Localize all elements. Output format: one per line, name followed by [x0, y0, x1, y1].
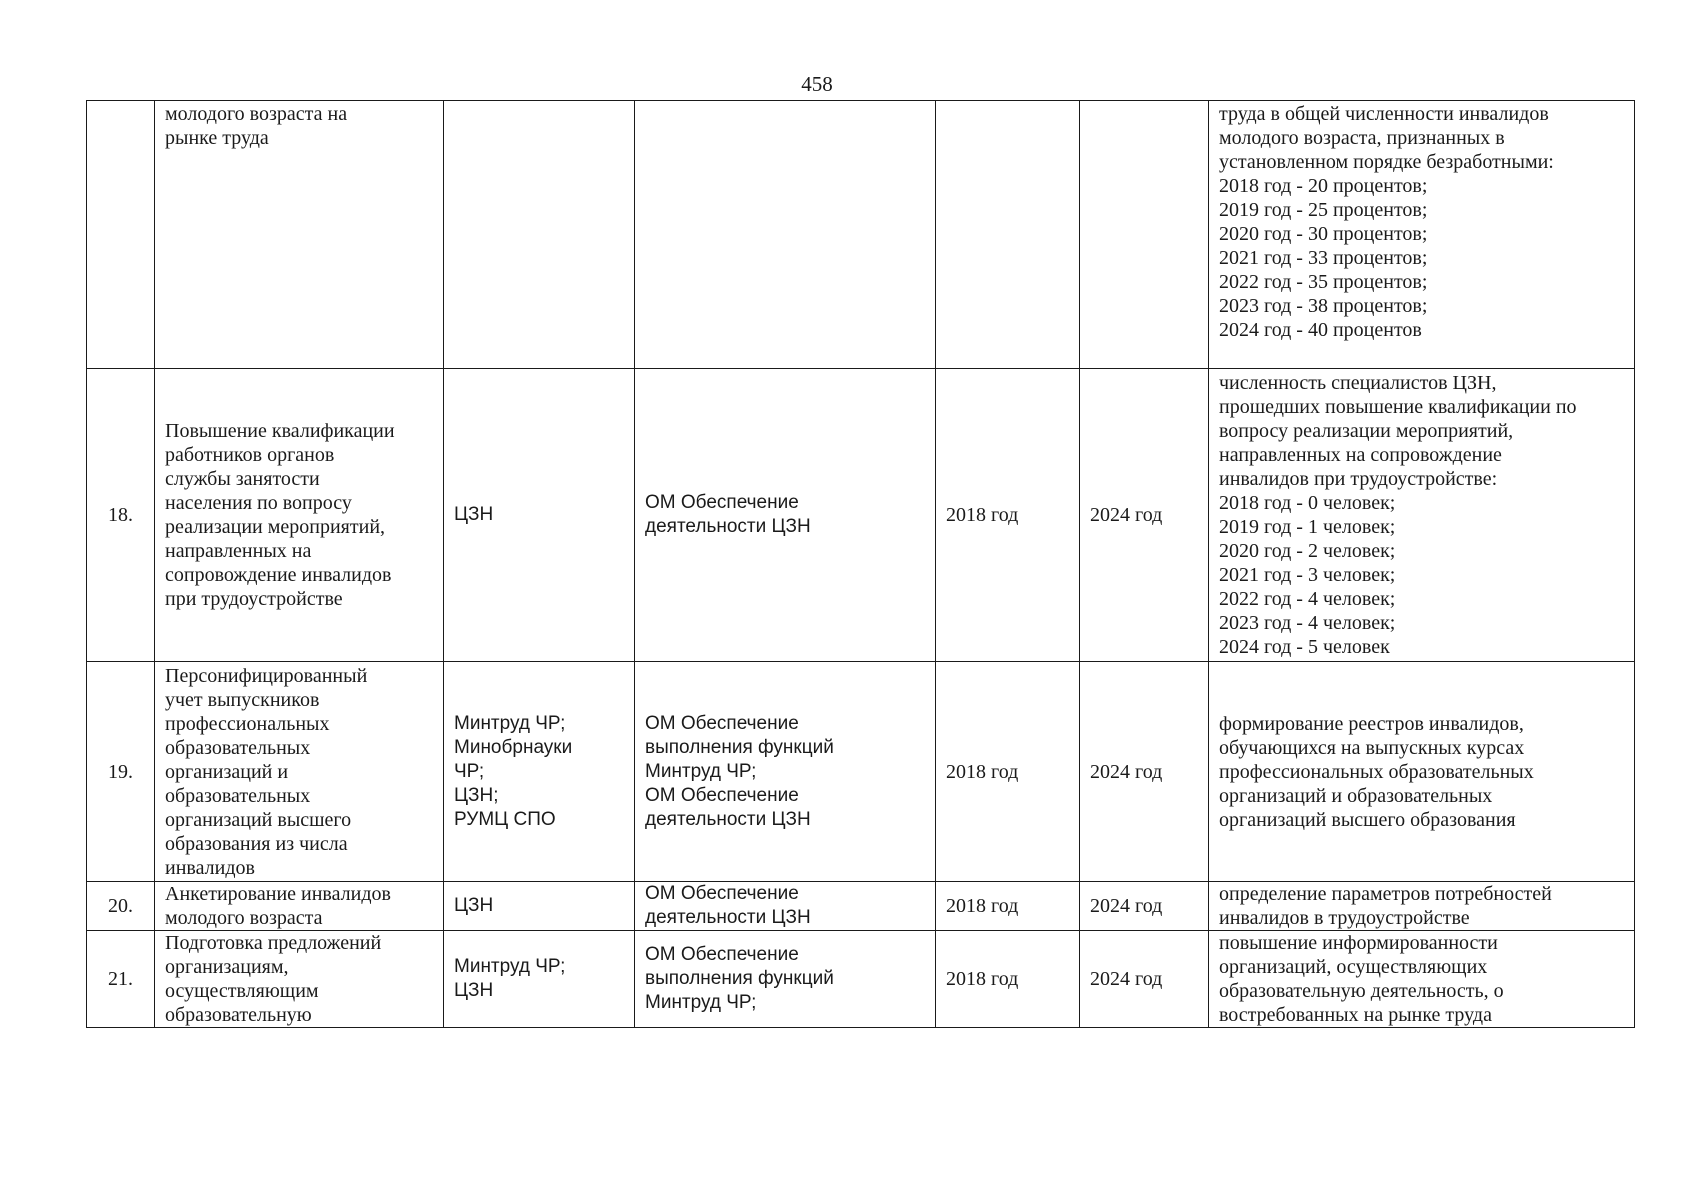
cell-line: профессиональных образовательных: [1219, 760, 1534, 783]
activity-cell: [155, 369, 444, 662]
end-year-cell: [1080, 662, 1209, 882]
cell-line: 2022 год - 35 процентов;: [1219, 271, 1428, 293]
row-number: [87, 662, 155, 882]
activity-cell: [155, 931, 444, 1028]
cell-line: Минтруд ЧР;: [454, 712, 566, 734]
cell-line: профессиональных: [165, 712, 330, 735]
cell-text: 19.: [108, 760, 133, 783]
cell-text: 2018 год: [946, 895, 1019, 917]
cell-line: организаций и образовательных: [1219, 784, 1493, 807]
cell-line: 2018 год - 0 человек;: [1219, 492, 1396, 514]
row-number: [87, 101, 155, 369]
table-row: [87, 882, 1635, 931]
cell-line: РУМЦ СПО: [454, 808, 556, 830]
cell-line: осуществляющим: [165, 980, 319, 1002]
activity-cell: [155, 882, 444, 931]
start-year-cell: [936, 662, 1080, 882]
cell-line: деятельности ЦЗН: [645, 808, 811, 830]
cell-text: 2024 год: [1090, 760, 1163, 783]
result-cell: [1209, 101, 1635, 369]
cell-line: Минобрнауки: [454, 736, 573, 758]
cell-text: 2018 год: [946, 968, 1019, 990]
cell-line: 2023 год - 4 человек;: [1219, 612, 1396, 634]
cell-line: 2022 год - 4 человек;: [1219, 588, 1396, 610]
cell-text: 21.: [108, 968, 133, 990]
cell-line: ОМ Обеспечение: [645, 944, 799, 965]
cell-line: выполнения функций: [645, 736, 834, 758]
funding-source-cell: [635, 101, 936, 369]
row-number: [87, 882, 155, 931]
cell-line: молодого возраста: [165, 907, 323, 929]
cell-line: реализации мероприятий,: [165, 516, 386, 538]
end-year-cell: [1080, 101, 1209, 369]
cell-line: 2023 год - 38 процентов;: [1219, 295, 1428, 317]
cell-line: образовательных: [165, 784, 311, 807]
cell-line: ОМ Обеспечение: [645, 784, 799, 806]
cell-line: при трудоустройстве: [165, 588, 343, 610]
cell-line: ЦЗН;: [454, 784, 499, 806]
cell-line: формирование реестров инвалидов,: [1219, 712, 1524, 735]
cell-line: 2024 год - 5 человек: [1219, 636, 1390, 658]
cell-line: деятельности ЦЗН: [645, 516, 811, 537]
result-cell: [1209, 369, 1635, 662]
start-year-cell: [936, 369, 1080, 662]
cell-line: инвалидов: [165, 856, 255, 879]
cell-text: 2024 год: [1090, 895, 1163, 917]
cell-line: молодого возраста, признанных в: [1219, 127, 1505, 149]
start-year-cell: [936, 931, 1080, 1028]
cell-line: численность специалистов ЦЗН,: [1219, 372, 1497, 394]
cell-line: Повышение квалификации: [165, 420, 395, 442]
cell-line: прошедших повышение квалификации по: [1219, 396, 1577, 418]
cell-line: 2021 год - 3 человек;: [1219, 564, 1396, 586]
cell-line: образования из числа: [165, 832, 348, 855]
end-year-cell: [1080, 931, 1209, 1028]
cell-line: деятельности ЦЗН: [645, 907, 811, 928]
end-year-cell: [1080, 369, 1209, 662]
cell-line: Подготовка предложений: [165, 932, 382, 954]
cell-line: 2020 год - 2 человек;: [1219, 540, 1396, 562]
cell-line: ОМ Обеспечение: [645, 712, 799, 734]
cell-text: 2024 год: [1090, 968, 1163, 990]
cell-line: вопросу реализации мероприятий,: [1219, 420, 1514, 442]
end-year-cell: [1080, 882, 1209, 931]
cell-line: определение параметров потребностей: [1219, 883, 1552, 905]
cell-line: учет выпускников: [165, 688, 320, 711]
funding-source-cell: [635, 662, 936, 882]
start-year-cell: [936, 882, 1080, 931]
executor-cell: [444, 369, 635, 662]
cell-text: 20.: [108, 895, 133, 917]
activity-cell: [155, 662, 444, 882]
cell-text: 2024 год: [1090, 504, 1163, 526]
executor-cell: [444, 882, 635, 931]
cell-line: организациям,: [165, 956, 289, 978]
cell-line: сопровождение инвалидов: [165, 564, 392, 586]
measures-table: [86, 100, 1635, 1028]
cell-line: направленных на сопровождение: [1219, 444, 1502, 466]
table-row: [87, 931, 1635, 1028]
cell-line: образовательную: [165, 1004, 312, 1026]
result-cell: [1209, 882, 1635, 931]
activity-cell: [155, 101, 444, 369]
cell-line: рынке труда: [165, 127, 269, 149]
cell-line: 2018 год - 20 процентов;: [1219, 175, 1428, 197]
cell-line: выполнения функций: [645, 968, 834, 989]
table-row: [87, 101, 1635, 369]
table-row: [87, 369, 1635, 662]
cell-line: молодого возраста на: [165, 103, 348, 125]
cell-line: населения по вопросу: [165, 492, 352, 514]
cell-line: 2019 год - 25 процентов;: [1219, 199, 1428, 221]
row-number: [87, 931, 155, 1028]
cell-line: Минтруд ЧР;: [645, 760, 757, 782]
row-number: [87, 369, 155, 662]
cell-line: направленных на: [165, 540, 312, 562]
cell-line: Анкетирование инвалидов: [165, 883, 391, 905]
cell-line: ЦЗН: [454, 895, 494, 916]
cell-line: обучающихся на выпускных курсах: [1219, 736, 1525, 759]
cell-line: образовательных: [165, 736, 311, 759]
cell-line: 2024 год - 40 процентов: [1219, 319, 1422, 341]
funding-source-cell: [635, 882, 936, 931]
cell-line: ЦЗН: [454, 980, 494, 1001]
cell-line: 2021 год - 33 процентов;: [1219, 247, 1428, 269]
page-number: 458: [801, 72, 833, 96]
cell-line: установленном порядке безработными:: [1219, 151, 1554, 173]
cell-line: организаций высшего образования: [1219, 808, 1516, 831]
cell-line: ЧР;: [454, 760, 485, 782]
cell-line: службы занятости: [165, 468, 320, 490]
cell-line: ЦЗН: [454, 504, 494, 525]
cell-line: работников органов: [165, 444, 335, 466]
executor-cell: [444, 662, 635, 882]
cell-line: Минтруд ЧР;: [645, 992, 757, 1013]
cell-line: ОМ Обеспечение: [645, 492, 799, 513]
cell-line: повышение информированности: [1219, 932, 1498, 954]
cell-text: 2018 год: [946, 760, 1019, 783]
cell-line: инвалидов при трудоустройстве:: [1219, 468, 1498, 490]
cell-line: образовательную деятельность, о: [1219, 980, 1504, 1002]
funding-source-cell: [635, 931, 936, 1028]
cell-line: Минтруд ЧР;: [454, 956, 566, 977]
executor-cell: [444, 931, 635, 1028]
cell-line: востребованных на рынке труда: [1219, 1004, 1492, 1026]
cell-line: 2019 год - 1 человек;: [1219, 516, 1396, 538]
cell-text: 18.: [108, 504, 133, 526]
cell-line: Персонифицированный: [165, 664, 368, 687]
executor-cell: [444, 101, 635, 369]
cell-line: организаций высшего: [165, 808, 352, 831]
result-cell: [1209, 931, 1635, 1028]
cell-line: труда в общей численности инвалидов: [1219, 103, 1549, 125]
table-row: [87, 662, 1635, 882]
start-year-cell: [936, 101, 1080, 369]
cell-text: 2018 год: [946, 504, 1019, 526]
cell-line: ОМ Обеспечение: [645, 883, 799, 904]
cell-line: 2020 год - 30 процентов;: [1219, 223, 1428, 245]
cell-line: организаций, осуществляющих: [1219, 956, 1488, 978]
cell-line: организаций и: [165, 760, 289, 783]
result-cell: [1209, 662, 1635, 882]
funding-source-cell: [635, 369, 936, 662]
cell-line: инвалидов в трудоустройстве: [1219, 907, 1470, 929]
